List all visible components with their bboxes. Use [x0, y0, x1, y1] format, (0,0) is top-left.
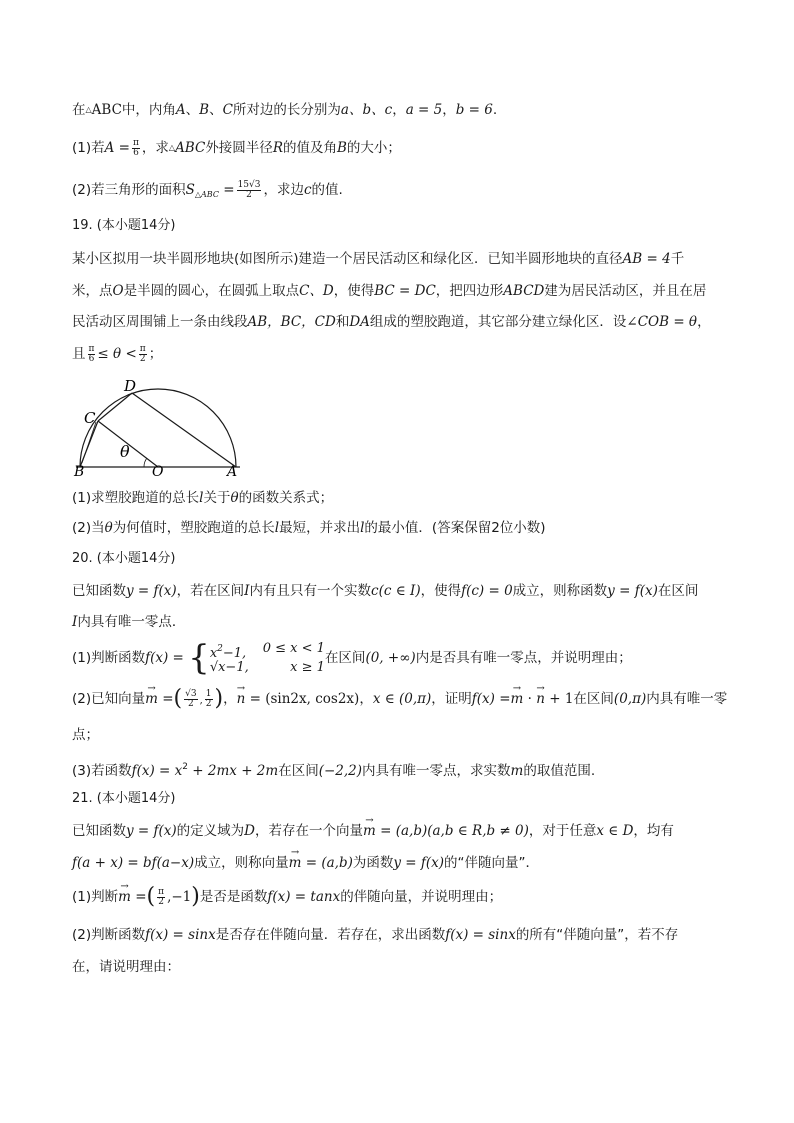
angle-arc — [144, 458, 147, 467]
p21-question-2: (2)判断函数f(x) = sinx是否存在伴随向量．若存在，求出函数f(x) = sinx的所有“伴随向量”，若不存 — [72, 927, 679, 943]
vector-m: → m — [118, 882, 131, 912]
semicircle-figure — [72, 375, 252, 477]
fraction: $\frac{15√3}{2}$ — [237, 179, 261, 200]
fraction: $\frac{\pi}{2}$ — [158, 886, 165, 907]
vector-m: → m — [145, 684, 158, 714]
p20-line-2: I内具有唯一零点． — [72, 614, 186, 630]
segment-DA — [132, 393, 236, 467]
p21-question-2-cont: 在，请说明理由： — [72, 959, 180, 975]
p21-line-2: f(a + x) = bf(a−x)成立，则称向量→ m = (a,b)为函数y = f(x)的“伴随向量”． — [72, 853, 539, 873]
vector-n: → n — [237, 684, 246, 714]
p19-line-1: 某小区拟用一块半圆形地块(如图所示)建造一个居民活动区和绿化区．已知半圆形地块的直径AB = 4千 — [72, 251, 685, 267]
fraction: $\frac{\pi}{2}$ — [139, 343, 146, 364]
label-C: C — [84, 409, 96, 427]
p19-line-4: 且 $\frac{\pi}{6}$ ≤ θ < $\frac{\pi}{2}$ ； — [72, 343, 163, 364]
p21-line-1: 已知函数y = f(x)的定义域为D，若存在一个向量→ m = (a,b)(a,b ∈ R,b ≠ 0)，对于任意x ∈ D，均有 — [72, 821, 674, 841]
p18-stem: 在△ABC中，内角A、B、C所对边的长分别为a、b、c，a = 5，b = 6. — [72, 102, 498, 118]
p20-line-1: 已知函数y = f(x)，若在区间I内有且只有一个实数c(c ∈ I)，使得f(c) = 0成立，则称函数y = f(x)在区间 — [72, 583, 699, 599]
fraction: $\frac{\pi}{6}$ — [132, 137, 139, 158]
p19-header: 19. (本小题14分) — [72, 218, 176, 233]
p20-header: 20. (本小题14分) — [72, 551, 176, 566]
p19-line-2: 米，点O是半圆的圆心，在圆弧上取点C、D，使得BC = DC，把四边形ABCD建为居民活动区，并且在居 — [72, 283, 707, 299]
segment-CD — [98, 393, 132, 421]
p20-question-3: (3)若函数$f(x) = x^2 + 2mx + 2m$在区间(−2,2)内具有唯一零点，求实数m的取值范围. — [72, 762, 596, 779]
p18-question-2: (2)若三角形的面积$S_{\triangle ABC}$ = $\frac{15√3}{2}$ ，求边c的值. — [72, 179, 343, 200]
p19-question-2: (2)当θ为何值时，塑胶跑道的总长l最短，并求出l的最小值．(答案保留2位小数) — [72, 520, 546, 536]
fraction: $\frac{√3}{2}$ — [185, 688, 197, 709]
semicircle-arc — [80, 389, 236, 467]
piecewise-function: { $x^2-1$, 0 ≤ x < 1 √x−1, x ≥ 1 — [188, 638, 325, 678]
p20-question-1: (1)判断函数f(x) = { $x^2-1$, 0 ≤ x < 1 √x−1, x ≥ 1 在区间(0, +∞)内是否具有唯一零点，并说明理由； — [72, 638, 632, 678]
p21-header: 21. (本小题14分) — [72, 791, 176, 806]
fraction: $\frac{\pi}{6}$ — [88, 343, 95, 364]
p19-question-1: (1)求塑胶跑道的总长l关于θ的函数关系式； — [72, 490, 334, 506]
label-O: O — [152, 464, 164, 477]
vector-m: → m — [289, 853, 302, 873]
p21-question-1: (1)判断→ m =( $\frac{\pi}{2}$ ,−1)是否是函数f(x) = tanx的伴随向量，并说明理由； — [72, 882, 502, 912]
label-D: D — [124, 377, 137, 395]
p20-question-2: (2)已知向量→ m =( $\frac{√3}{2}$ , $\frac{1}{2}$ )，→ n = (sin2x, cos2x)，x ∈ (0,π)，证明f(x) =→ m · → n + 1在区间(0,π)内具有唯一零 — [72, 684, 727, 716]
label-B: B — [74, 464, 85, 477]
label-A: A — [227, 464, 238, 477]
p18-question-1: (1)若A = $\frac{\pi}{6}$ ，求△ABC外接圆半径R的值及角B的大小； — [72, 137, 401, 158]
p20-question-2-cont: 点； — [72, 727, 99, 743]
vector-m: → m — [363, 821, 376, 841]
fraction: $\frac{1}{2}$ — [205, 688, 212, 709]
label-theta: θ — [120, 442, 130, 461]
p19-line-3: 民活动区周围铺上一条由线段AB，BC，CD和DA组成的塑胶跑道，其它部分建立绿化区．设∠COB = θ， — [72, 314, 711, 330]
